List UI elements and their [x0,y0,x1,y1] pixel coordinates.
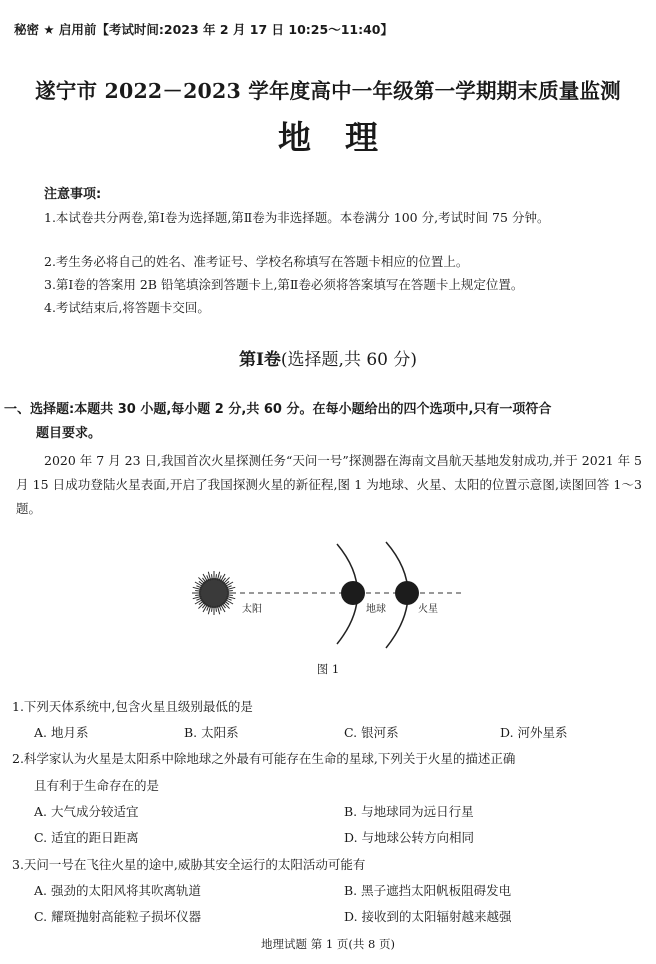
q3-option-d: D. 接收到的太阳辐射越来越强 [344,909,512,924]
q1-option-b: B. 太阳系 [184,725,239,740]
notice-item-4: 4.考试结束后,将答题卡交回。 [44,300,210,315]
sun-icon [192,571,236,615]
exam-title: 遂宁市 2022－2023 学年度高中一年级第一学期期末质量监测 [35,79,621,103]
notice-item-3: 3.第Ⅰ卷的答案用 2B 铅笔填涂到答题卡上,第Ⅱ卷必须将答案填写在答题卡上规定位置。 [44,277,524,292]
question-2-stem-line-1: 2.科学家认为火星是太阳系中除地球之外最有可能存在生命的星球,下列关于火星的描述正确 [12,751,516,766]
q1-option-a: A. 地月系 [34,725,89,740]
reading-passage: 2020 年 7 月 23 日,我国首次火星探测任务“天问一号”探测器在海南文昌航天基地发射成功,并于 2021 年 5 月 15 日成功登陆火星表面,开启了我国探测火星的新征程,图 1 为地球、火星、太阳的位置示意图,读图回答 1～3 题。 [16,453,642,516]
earth-label: 地球 [366,604,386,615]
confidential-header: 秘密 ★ 启用前【考试时间:2023 年 2 月 17 日 10:25～11:40】 [14,22,393,37]
section-heading [0,345,656,370]
question-1-stem: 1.下列天体系统中,包含火星且级别最低的是 [12,699,253,714]
q2-option-b: B. 与地球同为远日行星 [344,804,474,819]
question-3-stem: 3.天问一号在飞往火星的途中,威胁其安全运行的太阳活动可能有 [12,857,366,872]
sun-label: 太阳 [242,604,262,615]
notice-heading: 注意事项: [44,187,102,202]
notice-item-1: 1.本试卷共分两卷,第Ⅰ卷为选择题,第Ⅱ卷为非选择题。本卷满分 100 分,考试时间 75 分钟。 [44,210,550,225]
section-subtitle: (选择题,共 60 分) [280,350,418,370]
q1-option-d: D. 河外星系 [500,725,568,740]
instructions-line-2: 题目要求。 [36,426,102,441]
subject-title: 地理 [278,118,412,157]
instructions-line-1: 一、选择题:本题共 30 小题,每小题 2 分,共 60 分。在每小题给出的四个选项中,只有一项符合 [4,402,552,417]
q1-option-c: C. 银河系 [344,725,399,740]
question-2-stem-line-2: 且有利于生命存在的是 [34,778,160,793]
mars-icon [395,581,419,605]
choice-instructions [4,398,644,446]
figure-sun-earth-mars [190,540,480,652]
q3-option-a: A. 强劲的太阳风将其吹离轨道 [34,883,201,898]
q2-option-d: D. 与地球公转方向相同 [344,830,475,845]
section-title: 第Ⅰ卷 [238,350,281,370]
page-footer: 地理试题 第 1 页(共 8 页) [261,937,395,951]
mars-label: 火星 [418,604,438,615]
earth-icon [341,581,365,605]
notice-item-2: 2.考生务必将自己的姓名、准考证号、学校名称填写在答题卡相应的位置上。 [44,254,469,269]
figure-caption: 图 1 [316,662,340,676]
q3-option-b: B. 黑子遮挡太阳帆板阻碍发电 [344,883,512,898]
q2-option-a: A. 大气成分较适宜 [34,804,139,819]
q3-option-c: C. 耀斑抛射高能粒子损坏仪器 [34,909,202,924]
q2-option-c: C. 适宜的距日距离 [34,830,139,845]
